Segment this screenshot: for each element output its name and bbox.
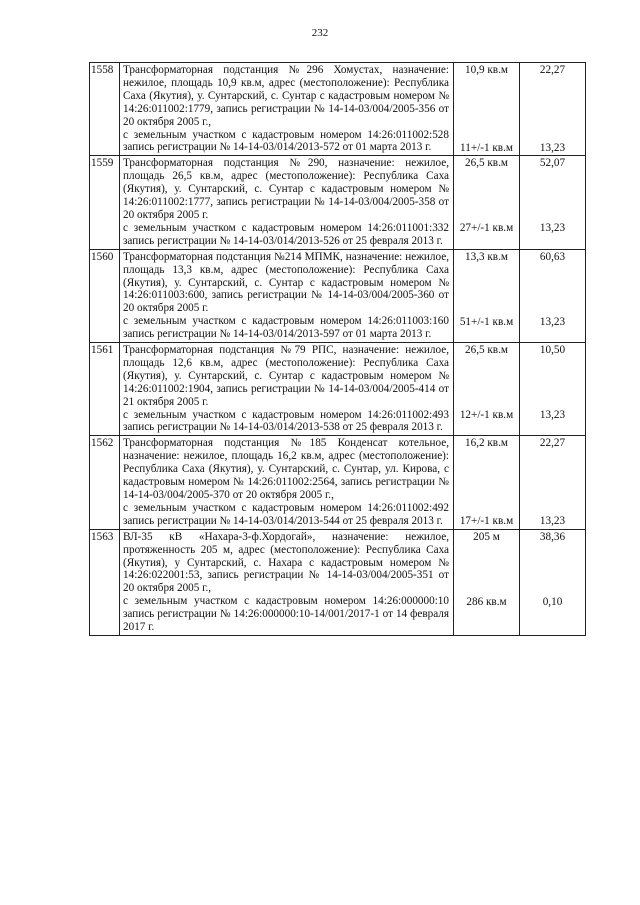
- land-plot-description: с земельным участком с кадастровым номером 14:26:000000:10 запись регистрации № 14:26:000000:10-14/001/2017-1 от 14 февраля 2017 г.: [123, 595, 449, 634]
- land-area: 27+/-1 кв.м: [459, 222, 514, 235]
- object-description: Трансформаторная подстанция №296 Хомустах, назначение: нежилое, площадь 10,9 кв.м, адрес (местоположение): Республика Саха (Якутия), у. Сунтарский, с. Сунтар с кадастровым номером № 14:26:011002:1779, запись регистрации № 14-14-03/004/2005-356 от 20 октября 2005 г.,: [123, 64, 449, 128]
- object-description: ВЛ-35 кВ «Нахара-3-ф.Хордогай», назначение: нежилое, протяженность 205 м, адрес (местоположение): Республика Саха (Якутия), у Сунтарский, с. Нахара с кадастровым номером № 14:26:022001:53, запись регистрации № 14-14-03/004/2005-351 от 20 октября 2005 г.,: [123, 530, 449, 595]
- object-description-cell: [120, 436, 454, 529]
- object-value: 52,07: [539, 157, 566, 170]
- land-value: 0,10: [542, 595, 563, 608]
- object-area: 16,2 кв.м: [465, 437, 508, 450]
- area-cell: [454, 156, 520, 249]
- property-registry-table: [89, 62, 586, 636]
- land-area: 11+/-1 кв.м: [460, 141, 513, 154]
- object-value: 22,27: [539, 64, 566, 76]
- row-number: 1558: [90, 63, 120, 156]
- land-value: 13,23: [539, 515, 566, 528]
- value-cell: [520, 156, 586, 249]
- land-area: 12+/-1 кв.м: [459, 408, 514, 421]
- object-area: 13,3 кв.м: [465, 250, 508, 263]
- table-row: [90, 156, 586, 249]
- value-cell: [520, 343, 586, 436]
- area-cell: [454, 63, 520, 156]
- object-description: Трансформаторная подстанция №290, назначение: нежилое, площадь 26,5 кв.м, адрес (местоположение): Республика Саха (Якутия), у. Сунтарский, с. Сунтар с кадастровым номером № 14:26:011002:1777, запись регистрации № 14-14-03/004/2005-358 от 20 октября 2005 г.: [123, 157, 449, 221]
- row-number: 1560: [90, 249, 120, 342]
- object-value: 38,36: [539, 530, 566, 543]
- land-plot-description: с земельным участком с кадастровым номером 14:26:011002:493 запись регистрации № 14-14-03/014/2013-538 от 25 февраля 2013 г.: [123, 408, 449, 434]
- land-value: 13,23: [539, 315, 566, 328]
- object-area: 205 м: [473, 530, 500, 543]
- row-number: 1561: [90, 343, 120, 436]
- land-area: 286 кв.м: [466, 595, 507, 608]
- table-row: [90, 436, 586, 529]
- land-area: 51+/-1 кв.м: [459, 315, 514, 328]
- land-plot-description: с земельным участком с кадастровым номером 14:26:011003:160 запись регистрации № 14-14-03/014/2013-597 от 01 марта 2013 г.: [123, 315, 449, 341]
- row-number: 1559: [90, 156, 120, 249]
- object-value: 10,50: [539, 344, 566, 357]
- land-value: 13,23: [539, 141, 566, 154]
- land-area: 17+/-1 кв.м: [459, 515, 514, 528]
- area-cell: [454, 436, 520, 529]
- object-description-cell: [120, 249, 454, 342]
- object-area: 26,5 кв.м: [465, 157, 508, 170]
- object-value: 60,63: [539, 250, 566, 263]
- area-cell: [454, 249, 520, 342]
- value-cell: [520, 249, 586, 342]
- object-description: Трансформаторная подстанция №79 РПС, назначение: нежилое, площадь 12,6 кв.м, адрес (местоположение): Республика Саха (Якутия), у. Сунтарский, с. Сунтар с кадастровым номером № 14:26:011002:1904, запись регистрации № 14-14-03/004/2005-414 от 21 октября 2005 г.: [123, 344, 449, 408]
- row-number: 1562: [90, 436, 120, 529]
- object-value: 22,27: [539, 437, 566, 450]
- land-plot-description: с земельным участком с кадастровым номером 14:26:011002:528 запись регистрации № 14-14-03/014/2013-572 от 01 марта 2013 г.: [123, 128, 449, 154]
- value-cell: [520, 63, 586, 156]
- object-description: Трансформаторная подстанция №185 Конденсат котельное, назначение: нежилое, площадь 16,2 кв.м, адрес (местоположение): Республика Саха (Якутия), у. Сунтарский, с. Сунтар, ул. Кирова, с кадастровым номером № 14:26:011002:2564, запись регистрации № 14-14-03/004/2005-370 от 20 октября 2005 г.,: [123, 437, 449, 501]
- table-row: [90, 529, 586, 635]
- row-number: 1563: [90, 529, 120, 635]
- table-row: [90, 249, 586, 342]
- object-description: Трансформаторная подстанция №214 МПМК, назначение: нежилое, площадь 13,3 кв.м, адрес (местоположение): Республика Саха (Якутия), у. Сунтарский, с. Сунтар с кадастровым номером № 14:26:011003:600, запись регистрации № 14-14-03/004/2005-360 от 20 октября 2005 г.: [123, 250, 449, 315]
- object-area: 10,9 кв.м: [465, 64, 508, 76]
- page-number: 232: [311, 27, 329, 39]
- object-area: 26,5 кв.м: [465, 344, 508, 357]
- object-description-cell: [120, 63, 454, 156]
- value-cell: [520, 529, 586, 635]
- land-value: 13,23: [539, 222, 566, 235]
- land-value: 13,23: [539, 408, 566, 421]
- object-description-cell: [120, 343, 454, 436]
- value-cell: [520, 436, 586, 529]
- land-plot-description: с земельным участком с кадастровым номером 14:26:011001:332 запись регистрации № 14-14-03/014/2013-526 от 25 февраля 2013 г.: [123, 221, 449, 247]
- area-cell: [454, 343, 520, 436]
- object-description-cell: [120, 529, 454, 635]
- object-description-cell: [120, 156, 454, 249]
- land-plot-description: с земельным участком с кадастровым номером 14:26:011002:492 запись регистрации № 14-14-03/014/2013-544 от 25 февраля 2013 г.: [123, 501, 449, 527]
- table-row: [90, 343, 586, 436]
- table-row: [90, 63, 586, 156]
- area-cell: [454, 529, 520, 635]
